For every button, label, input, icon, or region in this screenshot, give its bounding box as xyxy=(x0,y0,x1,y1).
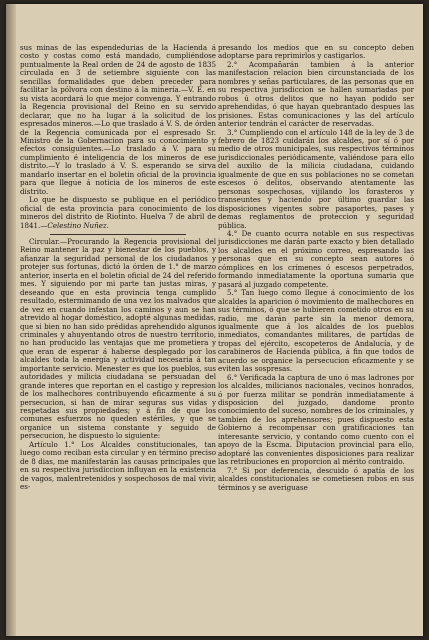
paragraph: Circular.—Procurando la Regencia provisional del Reino mantener la paz y bienestar de los pueblos, y afianzar la seguridad personal de los ciudadanos y protejer sus fortunas, dictó la órden de 1.° de marzo anterior, inserta en el boletin oficial de 24 del referido mes. Y siguiendo por mi parte tan justas miras, y deseando que en esta provincia tenga cumplido resultado, estermimando de una vez los malvados que de vez en cuando infestan los caminos y aun se han atrevido al hogar doméstico, adopté algunas medidas, que si bien no han sido prédidas aprehendido algunos criminales y ahuyentando otros de nuestro territorio, no han producido las ventajas que me prometiera y que eran de esperar á haberse desplegado por los alcaldes toda la energía y actividad necesaria á tan importante servicio. Menester es que los pueblos, sus autoridades y milicia ciudadana se persuadan del grande interes que reportan en el castigo y represion de los malhechores contribuyendo eficazmente á su persecucion, si han de mirar seguras sus vidas y respetadas sus propiedades; y á fin de que los comunes esfuerzos no queden estériles, y que se organice un sistema constante y seguido de persecucion, he dispuesto lo siguiente: xyxy=(20,236,216,441)
paragraph: 2.° Acompañarán tambien á la anterior manifestacion relacion bien circunstanciada de los nombres y señas particulares, de las personas que en su respectiva jurisdiccion se hallen sumariadas por robos ú otros delitos que no hayan podido ser aprehendidas, ó que hayan quebrantado despues las prisiones. Estas comunicaciones y las del artículo anterior tendrán el carácter de reservadas. xyxy=(218,59,414,129)
paragraph-text: Lo que he dispuesto se publique en el periódico oficial de esta provincia para conocimiento de los mineros del distrito de Riotinto. Huelva 7 de abril de 1841.— xyxy=(20,195,216,230)
paragraph: 4.° De cuanto ocurra notable en sus respectivas jurisdicciones me darán parte exacto y bien detallado los alcaldes en el próximo correo, espresando las personas que en su concepto sean autores ó cómplices en los crímenes ó escesos perpetrados, formando inmediatamente la oportuna sumaria que pasará al juzgado competente. xyxy=(218,228,414,289)
paragraph: 6.° Verificada la captura de uno ó mas ladrones por los alcaldes, milicianos nacionales, vecinos honrados, ó por fuerza militar se pondrán inmediatamente á disposicion del juzgado, dandome pronto conocimiento del suceso, nombres de los criminales, y tambien de los aprehensores; pues dispuesto esta Gobierno á recompensar con gratificaciones tan interesante servicio, y contando como cuento con el apoyo de la Escma. Diputacion provincial para ello, adoptaré las convenientes disposiciones para realizar las retribuciones en proporcion al mérito contraido. xyxy=(218,372,414,467)
paragraph: Artículo 1.° Los Alcaldes constitucionales, tan luego como reciban esta circular y en término preciso de 8 dias, me manifestarán las causas principales que en su respectiva jurisdiccion influyan en la existencia de vagos, malentretenidos y sospechosos de mal vivir, es- xyxy=(20,439,216,492)
document-page xyxy=(6,4,423,636)
paragraph xyxy=(20,196,216,230)
left-column xyxy=(20,44,216,492)
right-column xyxy=(218,44,414,492)
paragraph: sus minas de las espendedurias de la Hacienda á costo y costas como está mandado, cumpliéndose puntualmente la Real orden de 24 de agosto de 1835 circulada en 3 de setiembre siguiente con las sencillas formalidades que deben preceder para facilitar la pólvora con destino á la minería.—V. E. en su vista acordará lo que mejor convenga. Y entrando la Regencia provisional del Reino en su servido declarar, que no ha lugar á la solicitud de los espresados mineros.—Lo que traslado á V. S. de órden de la Regencia comunicada por el espresado Sr. Ministro de la Gobernacion para su conocimiento y efectos consiguientes.—Lo traslado á V. para su cumplimiento é inteligencia de los mineros de ese distrito.—Y lo traslado á V. S. esperando se sirva mandarlo insertar en el boletin oficial de la provincia para que llegue á noticia de los mineros de este distrito. xyxy=(20,43,216,196)
paragraph: presando los medios que en su concepto deben adoptarse para reprimirlos y castigarlos. xyxy=(218,43,414,61)
page-spine xyxy=(6,4,16,636)
section-divider xyxy=(50,234,186,235)
paragraph: 3.° Cumpliendo con el artículo 148 de la ley de 3 de febrero de 1823 cuidarán los alcaldes, por sí ó por medio de otros municipales, sus respectivos términos jurisdiccionales periódicamente, valiéndose para ello del auxilio de la milicia ciudadana, cuidando igualmente de que en sus poblaciones no se cometan escesos ó delitos, observando atentamente las personas sospechosas, vijilando los forasteros y transeuntes y haciendo por último guardar las disposiciones vigentes sobre pasaportes, pases y demas reglamentos de proteccion y seguridad pública. xyxy=(218,127,414,230)
paragraph: 7.° Si por deferencia, descuido ó apatía de los alcaldes constitucionales se cometiesen robos en sus términos y se averiguase xyxy=(218,465,414,492)
signature: Celestino Nuñez. xyxy=(47,220,109,230)
paragraph: 5.° Tan luego como llegue á conocimiento de los alcaldes la aparicion ó movimiento de malhechores en sus términos, ó que se hubieren cometido otros en su radio, me darán parte sin la menor demora, igualmente que á los alcaldes de los pueblos inmediatos, comandantes militares, de partidas de tropas del ejército, escopeteros de Andalucía, y de carabineros de Hacienda pública, á fin que todos de acuerdo se organice la persecucion eficazmente y se eviten las sospresas. xyxy=(218,288,414,374)
